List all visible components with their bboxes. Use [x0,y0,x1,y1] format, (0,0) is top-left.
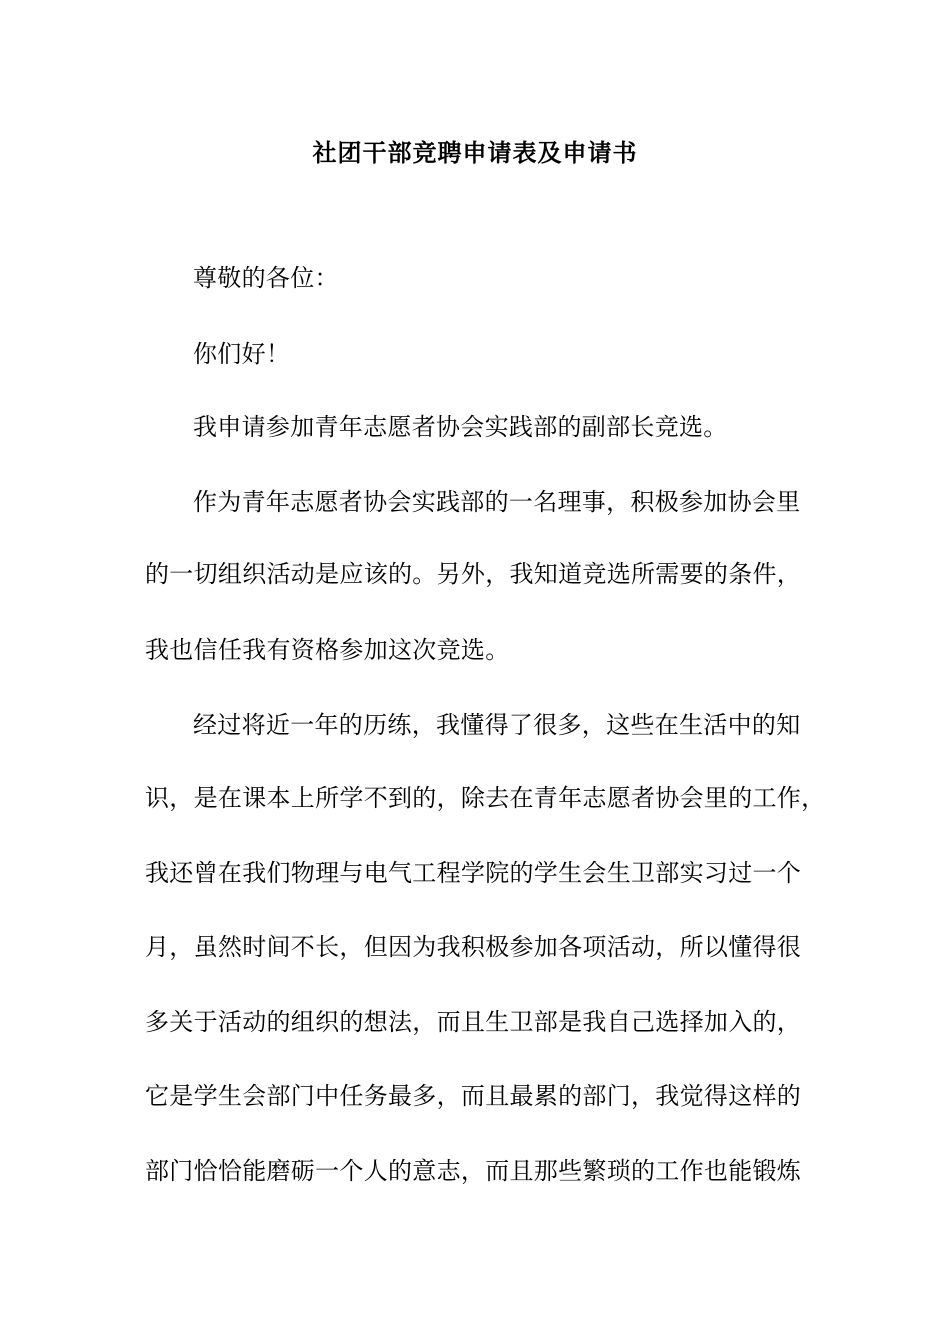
paragraph-line: 部门恰恰能磨砺一个人的意志，而且那些繁琐的工作也能锻炼 [145,1157,802,1185]
paragraph-line: 作为青年志愿者协会实践部的一名理事，积极参加协会里 [193,488,801,516]
paragraph-line: 我申请参加青年志愿者协会实践部的副部长竞选。 [193,413,728,441]
paragraph-line: 月，虽然时间不长，但因为我积极参加各项活动，所以懂得很 [145,933,802,961]
salutation-line: 尊敬的各位： [193,264,339,292]
paragraph-line: 多关于活动的组织的想法，而且生卫部是我自己选择加入的， [145,1008,802,1036]
document-title: 社团干部竞聘申请表及申请书 [312,138,638,167]
paragraph-line: 它是学生会部门中任务最多，而且最累的部门，我觉得这样的 [145,1082,802,1110]
paragraph-line: 我还曾在我们物理与电气工程学院的学生会生卫部实习过一个 [145,859,802,887]
paragraph-line: 我也信任我有资格参加这次竞选。 [145,636,510,664]
paragraph-line: 识，是在课本上所学不到的，除去在青年志愿者协会里的工作， [145,784,826,812]
greeting-line: 你们好！ [193,340,291,368]
paragraph-line: 的一切组织活动是应该的。另外，我知道竞选所需要的条件， [145,560,802,588]
paragraph-line: 经过将近一年的历练，我懂得了很多，这些在生活中的知 [193,711,801,739]
